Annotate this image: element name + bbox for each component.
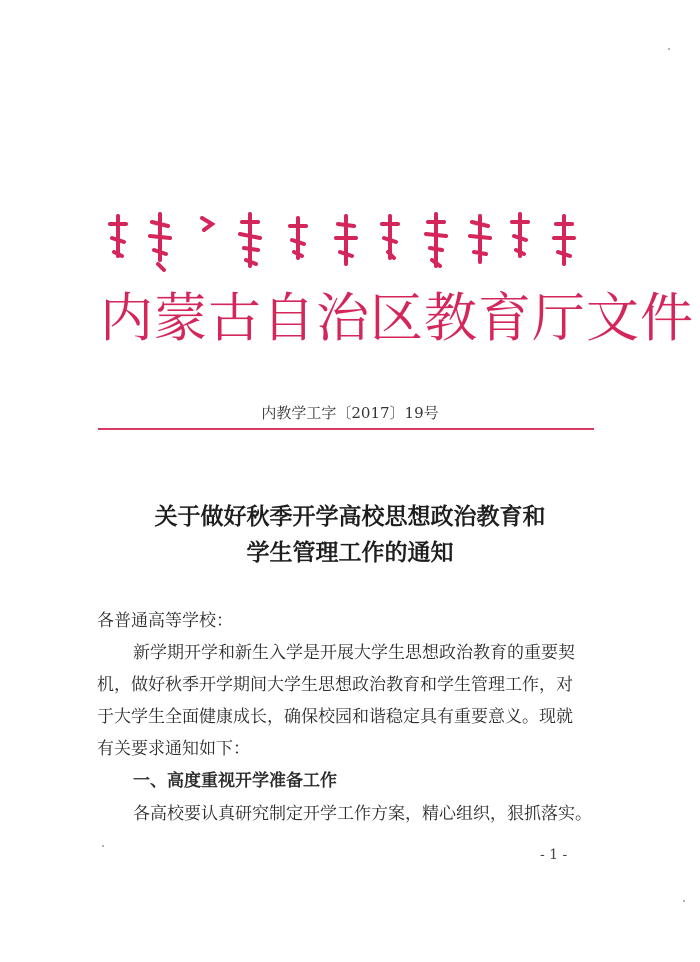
paragraph-line: 各高校要认真研究制定开学工作方案，精心组织，狠抓落实。 <box>133 804 592 824</box>
red-divider <box>98 428 594 430</box>
notice-heading-line1: 关于做好秋季开学高校思想政治教育和 <box>154 503 546 530</box>
page-number: - 1 - <box>540 847 568 863</box>
scan-speck <box>668 48 670 50</box>
mongolian-script-header <box>100 208 600 278</box>
paragraph-line: 机，做好秋季开学期间大学生思想政治教育和学生管理工作，对 <box>97 675 573 695</box>
scan-speck <box>683 900 685 902</box>
paragraph-line: 于大学生全面健康成长，确保校园和谐稳定具有重要意义。现就 <box>97 707 573 727</box>
scan-speck <box>102 845 104 847</box>
mongolian-script-icon <box>100 208 600 278</box>
salutation: 各普通高等学校： <box>97 611 233 631</box>
document-number: 内教学工字〔2017〕19号 <box>261 404 439 422</box>
paragraph-line: 新学期开学和新生入学是开展大学生思想政治教育的重要契 <box>133 643 575 663</box>
notice-heading-line2: 学生管理工作的通知 <box>246 539 454 566</box>
agency-title: 内蒙古自治区教育厅文件 <box>100 288 694 349</box>
section-title: 一、高度重视开学准备工作 <box>133 771 337 791</box>
paragraph-line: 有关要求通知如下： <box>97 739 250 759</box>
